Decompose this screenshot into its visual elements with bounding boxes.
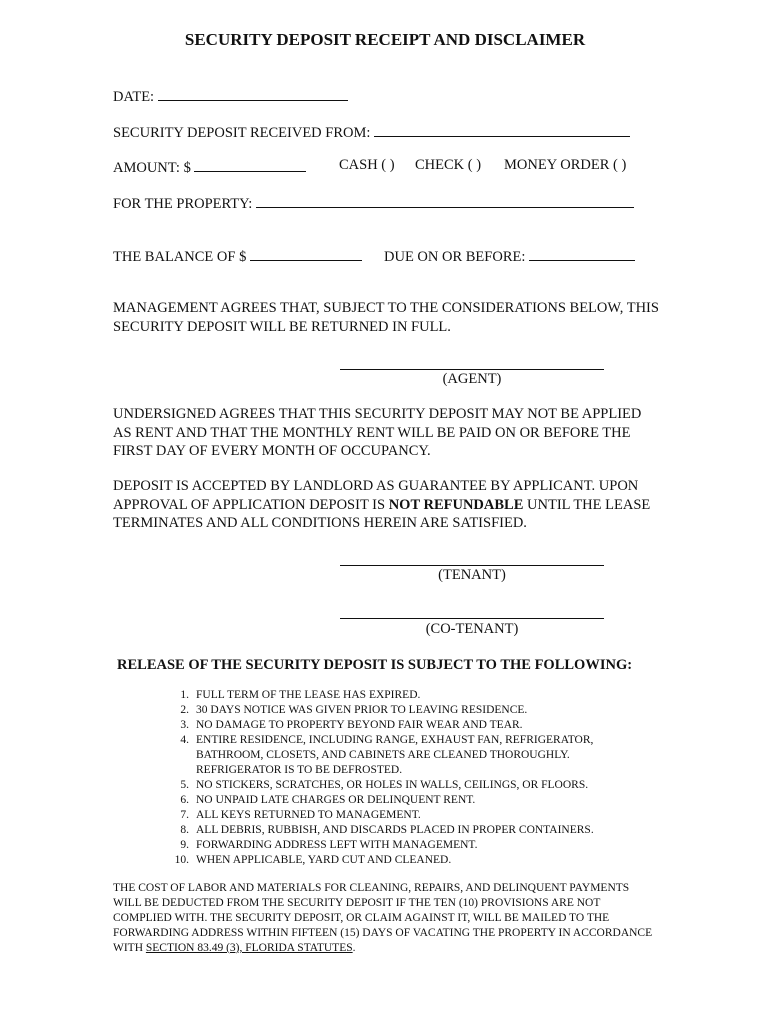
list-item-number: 6. (180, 794, 189, 806)
list-item (167, 853, 656, 868)
date-label: DATE: (113, 89, 155, 105)
list-item-text: FULL TERM OF THE LEASE HAS EXPIRED. (196, 689, 421, 701)
list-item-number: 5. (180, 779, 189, 791)
property-row (113, 193, 634, 213)
release-heading: RELEASE OF THE SECURITY DEPOSIT IS SUBJECT TO THE FOLLOWING: (117, 657, 633, 673)
cotenant-signature-line[interactable] (340, 618, 604, 619)
list-item (167, 733, 656, 778)
received-from-field[interactable] (374, 122, 630, 137)
agent-signature-line[interactable] (340, 369, 604, 370)
list-item-number: 1. (180, 689, 189, 701)
list-item-number: 3. (180, 719, 189, 731)
footer-paragraph (113, 881, 658, 956)
deposit-text-2: UNTIL THE LEASE TERMINATES AND ALL CONDITIONS HEREIN ARE SATISFIED. (113, 496, 651, 531)
deposit-text-1: DEPOSIT IS ACCEPTED BY LANDLORD AS GUARANTEE BY APPLICANT. UPON APPROVAL OF APPLICATION DEPOSIT IS (113, 478, 639, 513)
property-field[interactable] (256, 193, 634, 208)
footer-end: . (352, 942, 356, 954)
amount-label: AMOUNT: $ (113, 160, 191, 176)
list-item (167, 703, 656, 718)
tenant-label: (TENANT) (438, 567, 506, 583)
cotenant-label: (CO-TENANT) (425, 621, 519, 637)
list-item (167, 838, 656, 853)
footer-text: THE COST OF LABOR AND MATERIALS FOR CLEANING, REPAIRS, AND DELINQUENT PAYMENTS WILL BE DEDUCTED FROM THE SECURITY DEPOSIT IF THE TEN (10) PROVISIONS ARE NOT COMPLIED WITH. THE SECURITY DEPOSIT, OR CLAIM AGAINST IT, WILL BE MAILED TO THE FORWARDING ADDRESS WITHIN FIFTEEN (15) DAYS OF VACATING THE PROPERTY IN ACCORDANCE WITH (113, 882, 653, 954)
agent-label: (AGENT) (442, 371, 502, 387)
amount-field[interactable] (194, 157, 306, 172)
list-item-number: 9. (180, 839, 189, 851)
cash-option[interactable]: CASH ( ) (339, 157, 395, 173)
undersigned-paragraph: UNDERSIGNED AGREES THAT THIS SECURITY DEPOSIT MAY NOT BE APPLIED AS RENT AND THAT THE MONTHLY RENT WILL BE PAID ON OR BEFORE THE FIRST DAY OF EVERY MONTH OF OCCUPANCY. (113, 406, 642, 459)
amount-row (113, 157, 306, 177)
deposit-paragraph (113, 477, 653, 533)
due-label: DUE ON OR BEFORE: (384, 249, 526, 265)
money-order-option[interactable]: MONEY ORDER ( ) (504, 157, 627, 173)
statute-reference: SECTION 83.49 (3), FLORIDA STATUTES (145, 942, 353, 954)
list-item-text: NO DAMAGE TO PROPERTY BEYOND FAIR WEAR AND TEAR. (196, 719, 523, 731)
check-option[interactable]: CHECK ( ) (415, 157, 482, 173)
due-date-field[interactable] (529, 246, 635, 261)
list-item-text: ALL KEYS RETURNED TO MANAGEMENT. (196, 809, 421, 821)
date-row (113, 86, 348, 106)
list-item-text: FORWARDING ADDRESS LEFT WITH MANAGEMENT. (196, 839, 478, 851)
list-item-number: 10. (174, 854, 189, 866)
list-item-text: NO STICKERS, SCRATCHES, OR HOLES IN WALLS, CEILINGS, OR FLOORS. (196, 779, 589, 791)
tenant-signature-line[interactable] (340, 565, 604, 566)
list-item-text: NO UNPAID LATE CHARGES OR DELINQUENT RENT. (196, 794, 476, 806)
list-item-text: 30 DAYS NOTICE WAS GIVEN PRIOR TO LEAVING RESIDENCE. (196, 704, 528, 716)
list-item (167, 823, 656, 838)
conditions-list (167, 688, 656, 868)
balance-field[interactable] (250, 246, 362, 261)
list-item-number: 8. (180, 824, 189, 836)
management-paragraph: MANAGEMENT AGREES THAT, SUBJECT TO THE CONSIDERATIONS BELOW, THIS SECURITY DEPOSIT WILL BE RETURNED IN FULL. (113, 300, 659, 335)
list-item-text: ENTIRE RESIDENCE, INCLUDING RANGE, EXHAUST FAN, REFRIGERATOR, BATHROOM, CLOSETS, AND CABINETS ARE CLEANED THOROUGHLY. REFRIGERATOR IS TO BE DEFROSTED. (196, 734, 594, 776)
received-from-label: SECURITY DEPOSIT RECEIVED FROM: (113, 125, 371, 141)
list-item-text: ALL DEBRIS, RUBBISH, AND DISCARDS PLACED IN PROPER CONTAINERS. (196, 824, 594, 836)
list-item (167, 688, 656, 703)
list-item-text: WHEN APPLICABLE, YARD CUT AND CLEANED. (196, 854, 452, 866)
list-item-number: 4. (180, 734, 189, 746)
list-item-number: 7. (180, 809, 189, 821)
balance-label: THE BALANCE OF $ (113, 249, 247, 265)
received-from-row (113, 122, 630, 142)
list-item (167, 778, 656, 793)
list-item (167, 808, 656, 823)
property-label: FOR THE PROPERTY: (113, 196, 253, 212)
list-item-number: 2. (180, 704, 189, 716)
document-title: SECURITY DEPOSIT RECEIPT AND DISCLAIMER (184, 30, 586, 49)
list-item (167, 718, 656, 733)
due-row (384, 246, 635, 266)
balance-row (113, 246, 362, 266)
list-item (167, 793, 656, 808)
date-field[interactable] (158, 86, 348, 101)
not-refundable-text: NOT REFUNDABLE (388, 496, 524, 513)
